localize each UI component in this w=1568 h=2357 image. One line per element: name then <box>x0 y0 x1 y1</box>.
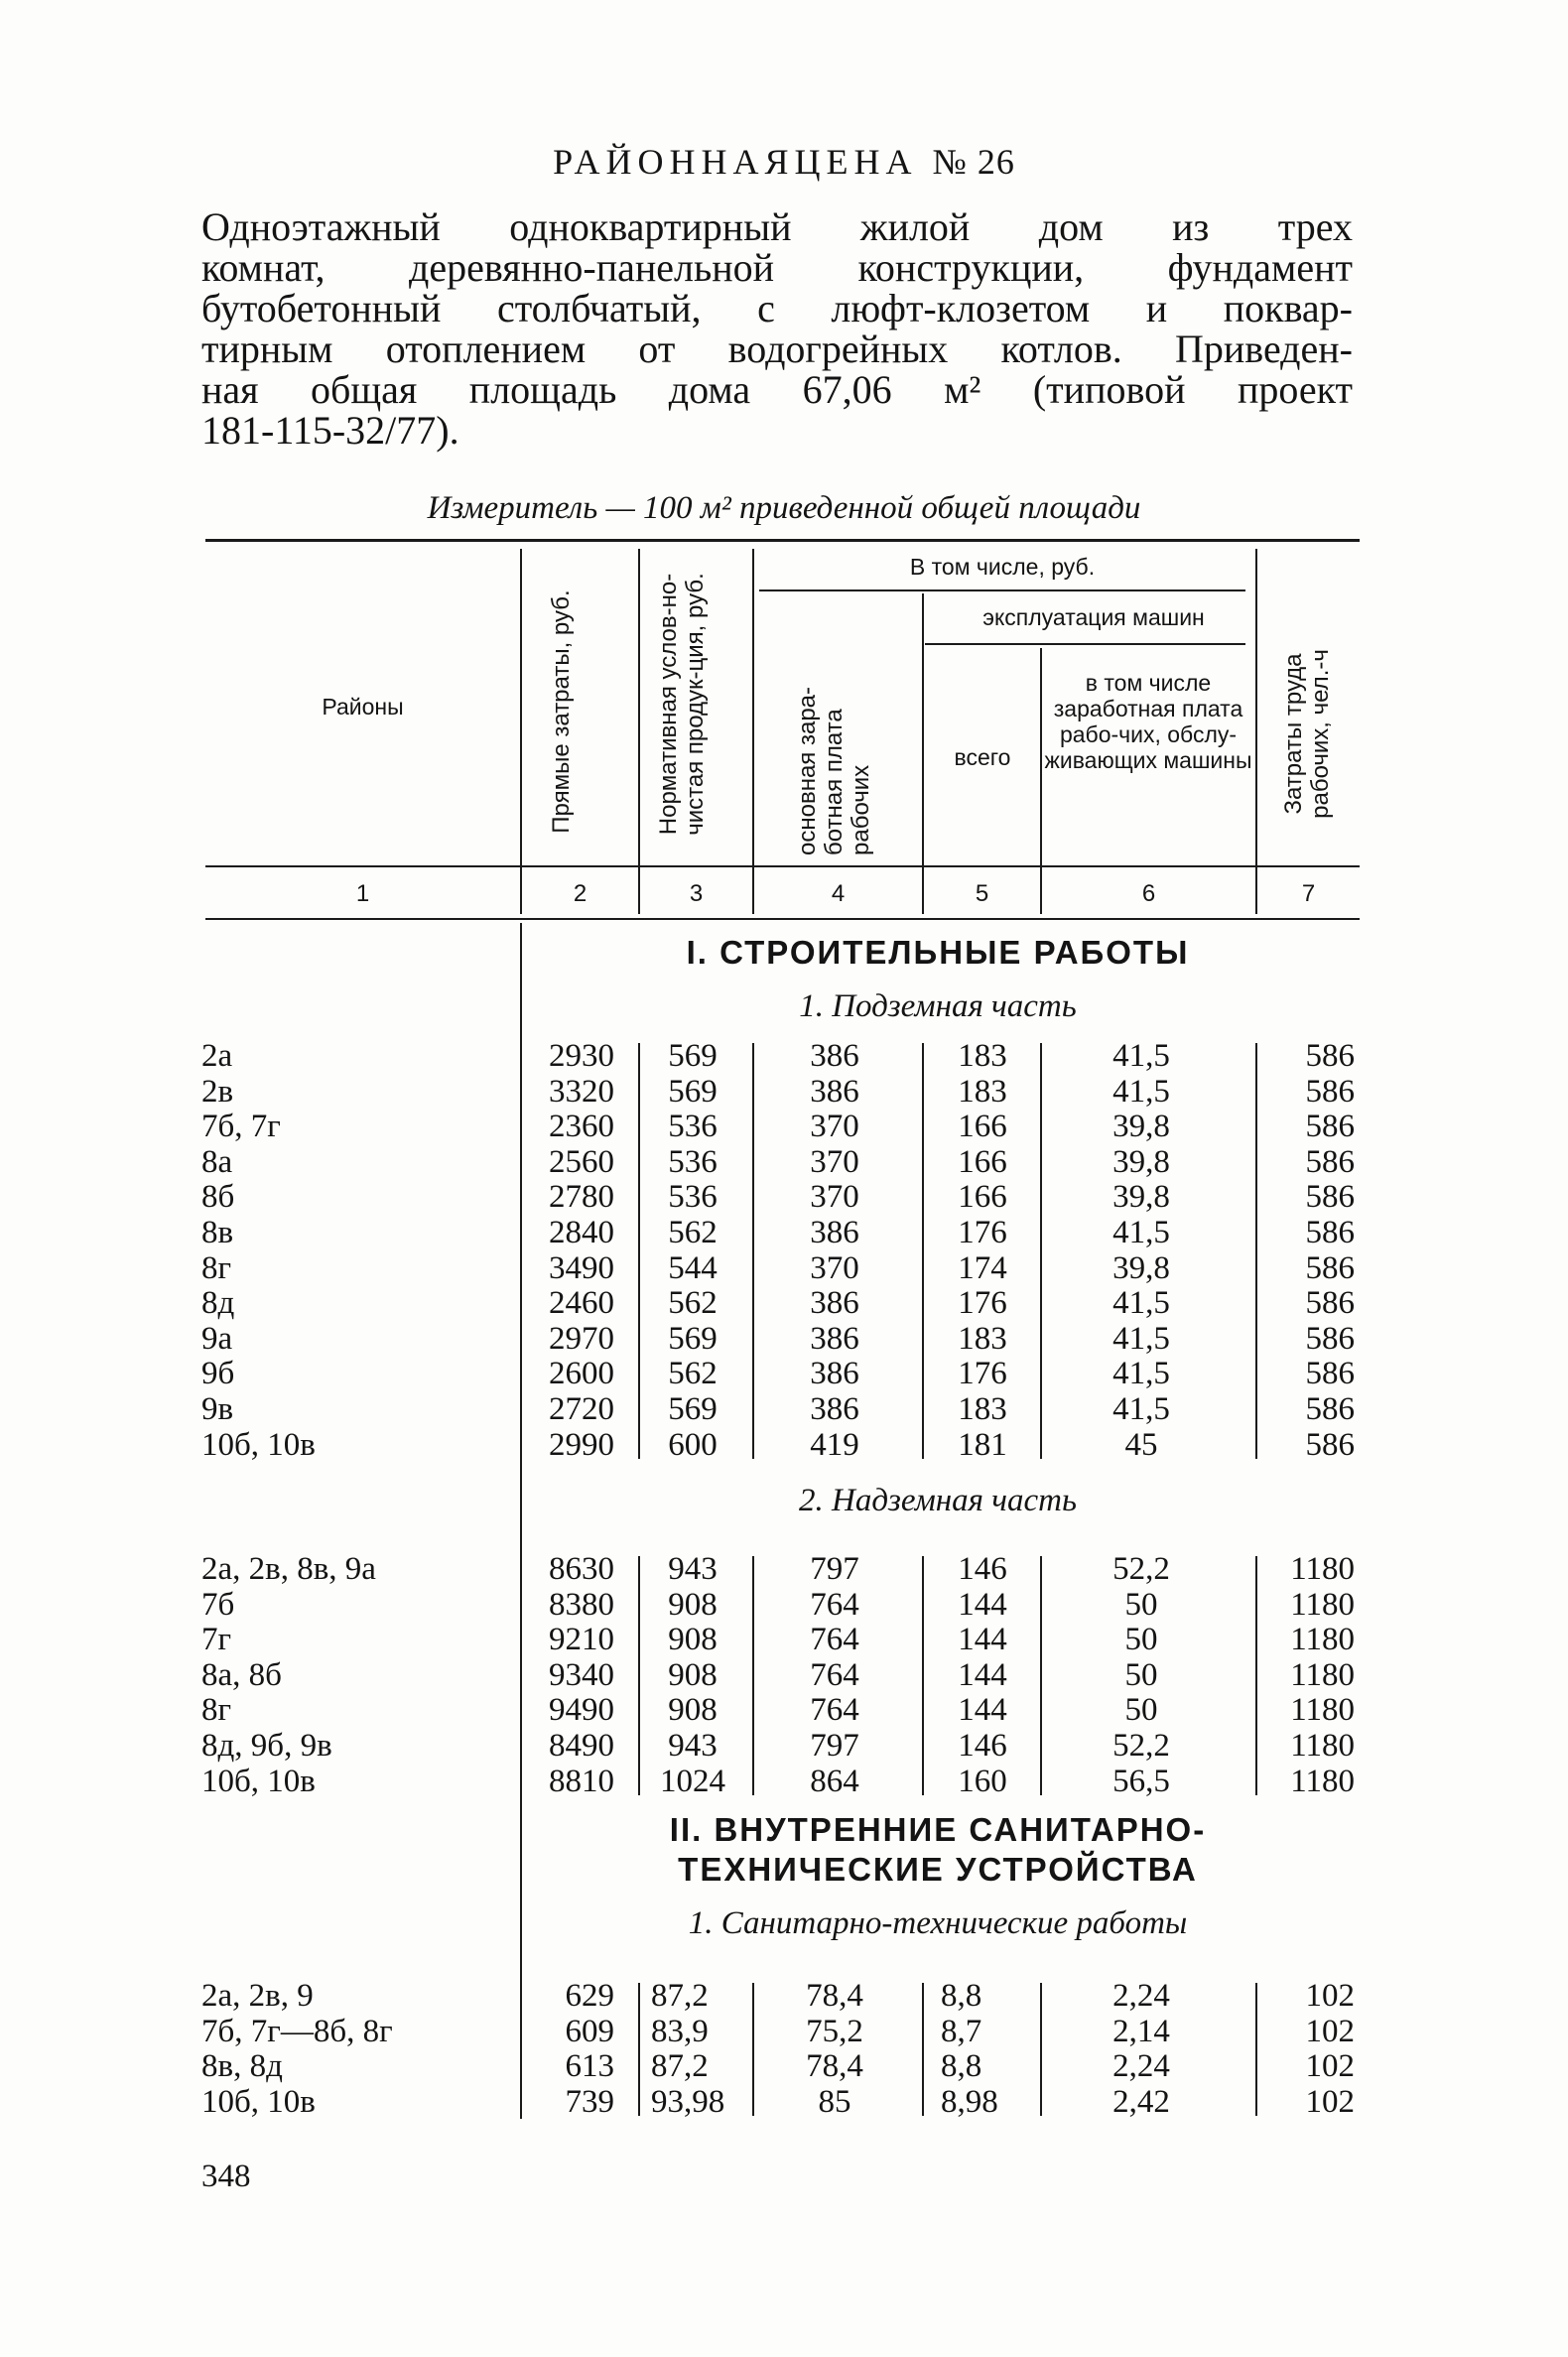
direct-costs-cell: 9210 <box>549 1622 614 1658</box>
machines-total-cell: 166 <box>958 1179 1007 1216</box>
net-production-cell: 536 <box>668 1109 718 1145</box>
base-wages-cell: 386 <box>810 1038 859 1074</box>
net-production-cell: 908 <box>668 1586 718 1623</box>
column-number: 2 <box>573 880 588 907</box>
district-cell: 8г <box>201 1249 232 1286</box>
machines-total-cell: 176 <box>958 1215 1007 1250</box>
district-cell: 7б, 7г <box>201 1109 281 1145</box>
header-net-production: Нормативная услов-но-чистая продук-ция, руб. <box>655 573 709 836</box>
machine-wages-cell: 41,5 <box>1112 1073 1170 1110</box>
machine-wages-cell: 52,2 <box>1112 1728 1170 1764</box>
column-number: 4 <box>831 880 846 907</box>
district-cell: 8д, 9б, 9в <box>201 1728 332 1764</box>
net-production-cell: 87,2 <box>651 2048 709 2085</box>
heading-title: РАЙОННАЯЦЕНА <box>553 142 918 182</box>
base-wages-cell: 78,4 <box>806 1978 863 2014</box>
labor-costs-cell: 1180 <box>1290 1692 1355 1729</box>
header-base-wages: основная зара-ботная плата рабочих <box>794 686 874 855</box>
direct-costs-cell: 2780 <box>549 1179 614 1216</box>
header-direct-costs: Прямые затраты, руб. <box>548 589 575 834</box>
machine-wages-cell: 39,8 <box>1112 1179 1170 1216</box>
column-number: 6 <box>1141 880 1156 907</box>
header-bottom-rule <box>205 865 1360 867</box>
direct-costs-cell: 2720 <box>549 1391 614 1427</box>
base-wages-cell: 386 <box>810 1391 859 1427</box>
section-title-line: ТЕХНИЧЕСКИЕ УСТРОЙСТВА <box>678 1851 1198 1888</box>
column-divider <box>1040 1043 1042 1459</box>
column-divider <box>638 1043 640 1459</box>
net-production-cell: 87,2 <box>651 1978 709 2014</box>
column-divider <box>752 1983 754 2116</box>
net-production-cell: 569 <box>668 1073 718 1110</box>
labor-costs-cell: 102 <box>1305 1978 1355 2014</box>
column-divider <box>1255 1043 1257 1459</box>
direct-costs-cell: 629 <box>565 1978 614 2014</box>
direct-costs-cell: 2930 <box>549 1038 614 1074</box>
machine-wages-cell: 41,5 <box>1112 1320 1170 1357</box>
district-cell: 8г <box>201 1692 232 1729</box>
net-production-cell: 569 <box>668 1391 718 1427</box>
base-wages-cell: 370 <box>810 1179 859 1216</box>
column-number: 5 <box>975 880 989 907</box>
colnum-bottom-rule <box>205 918 1360 920</box>
column-number: 3 <box>689 880 704 907</box>
column-divider <box>922 1556 924 1795</box>
machine-wages-cell: 2,24 <box>1112 2048 1170 2085</box>
intro-line: 181-115-32/77). <box>201 408 459 453</box>
machines-total-cell: 183 <box>958 1391 1007 1427</box>
labor-costs-cell: 586 <box>1305 1038 1355 1074</box>
machine-wages-cell: 50 <box>1124 1692 1158 1729</box>
column-divider <box>638 1983 640 2116</box>
labor-costs-cell: 102 <box>1305 2048 1355 2085</box>
net-production-cell: 562 <box>668 1215 718 1250</box>
machines-total-cell: 160 <box>958 1763 1007 1799</box>
net-production-cell: 1024 <box>660 1763 725 1799</box>
base-wages-cell: 797 <box>810 1551 859 1587</box>
labor-costs-cell: 586 <box>1305 1143 1355 1180</box>
district-cell: 8в, 8д <box>201 2048 283 2085</box>
base-wages-cell: 78,4 <box>806 2048 863 2085</box>
column-divider <box>1040 1556 1042 1795</box>
column-divider <box>1255 1556 1257 1795</box>
labor-costs-cell: 586 <box>1305 1391 1355 1427</box>
header-divider <box>922 593 924 914</box>
intro-line: тирным отоплением от водогрейных котлов. Приведен- <box>201 327 1353 371</box>
direct-costs-cell: 2840 <box>549 1215 614 1250</box>
net-production-cell: 908 <box>668 1656 718 1693</box>
district-cell: 8д <box>201 1285 235 1322</box>
machines-total-cell: 8,98 <box>941 2083 998 2120</box>
machines-total-cell: 166 <box>958 1109 1007 1145</box>
table-top-rule <box>205 539 1360 542</box>
direct-costs-cell: 2460 <box>549 1285 614 1322</box>
labor-costs-cell: 102 <box>1305 2013 1355 2049</box>
machine-wages-cell: 2,14 <box>1112 2013 1170 2049</box>
base-wages-cell: 764 <box>810 1656 859 1693</box>
base-wages-cell: 764 <box>810 1692 859 1729</box>
header-divider <box>520 549 522 914</box>
machine-wages-cell: 39,8 <box>1112 1109 1170 1145</box>
net-production-cell: 536 <box>668 1143 718 1180</box>
labor-costs-cell: 1180 <box>1290 1728 1355 1764</box>
section-title: I. СТРОИТЕЛЬНЫЕ РАБОТЫ <box>686 934 1190 971</box>
header-machine-operation: эксплуатация машин <box>982 604 1205 630</box>
machine-wages-cell: 52,2 <box>1112 1551 1170 1587</box>
intro-line: комнат, деревянно-панельной конструкции, фундамент <box>201 245 1353 290</box>
net-production-cell: 569 <box>668 1038 718 1074</box>
machine-wages-cell: 41,5 <box>1112 1285 1170 1322</box>
column-number: 1 <box>355 880 370 907</box>
base-wages-cell: 386 <box>810 1356 859 1392</box>
machine-wages-cell: 41,5 <box>1112 1356 1170 1392</box>
base-wages-cell: 370 <box>810 1109 859 1145</box>
base-wages-cell: 386 <box>810 1285 859 1322</box>
meter-caption: Измеритель — 100 м² приведенной общей площади <box>427 490 1141 526</box>
district-cell: 8а, 8б <box>201 1656 282 1693</box>
heading-number: № 26 <box>932 142 1015 182</box>
direct-costs-cell: 8630 <box>549 1551 614 1587</box>
labor-costs-cell: 1180 <box>1290 1656 1355 1693</box>
header-group-including: В том числе, руб. <box>909 554 1096 580</box>
base-wages-cell: 764 <box>810 1586 859 1623</box>
price-heading <box>0 141 1568 183</box>
net-production-cell: 908 <box>668 1692 718 1729</box>
subsection-title: 1. Подземная часть <box>799 988 1077 1024</box>
subsection-title: 2. Надземная часть <box>799 1483 1077 1518</box>
net-production-cell: 93,98 <box>651 2083 725 2120</box>
labor-costs-cell: 102 <box>1305 2083 1355 2120</box>
direct-costs-cell: 3490 <box>549 1249 614 1286</box>
direct-costs-cell: 8810 <box>549 1763 614 1799</box>
district-cell: 8а <box>201 1143 233 1180</box>
district-cell: 8в <box>201 1215 234 1250</box>
district-cell: 7б, 7г—8б, 8г <box>201 2013 393 2049</box>
base-wages-cell: 386 <box>810 1073 859 1110</box>
direct-costs-cell: 2560 <box>549 1143 614 1180</box>
base-wages-cell: 764 <box>810 1622 859 1658</box>
net-production-cell: 536 <box>668 1179 718 1216</box>
machine-wages-cell: 50 <box>1124 1656 1158 1693</box>
direct-costs-cell: 8490 <box>549 1728 614 1764</box>
net-production-cell: 943 <box>668 1551 718 1587</box>
base-wages-cell: 75,2 <box>806 2013 863 2049</box>
labor-costs-cell: 1180 <box>1290 1551 1355 1587</box>
labor-costs-cell: 586 <box>1305 1179 1355 1216</box>
direct-costs-cell: 2990 <box>549 1426 614 1463</box>
machine-wages-cell: 39,8 <box>1112 1249 1170 1286</box>
district-cell: 2а, 2в, 9 <box>201 1978 314 2014</box>
machines-total-cell: 183 <box>958 1038 1007 1074</box>
district-cell: 7б <box>201 1586 235 1623</box>
direct-costs-cell: 609 <box>565 2013 614 2049</box>
direct-costs-cell: 613 <box>565 2048 614 2085</box>
machines-total-cell: 183 <box>958 1320 1007 1357</box>
labor-costs-cell: 586 <box>1305 1426 1355 1463</box>
header-machine-wages: в том числе заработная плата рабо-чих, обслу-живающих машины <box>1044 670 1252 773</box>
district-cell: 8б <box>201 1179 235 1216</box>
net-production-cell: 943 <box>668 1728 718 1764</box>
labor-costs-cell: 1180 <box>1290 1586 1355 1623</box>
machines-total-cell: 144 <box>958 1656 1007 1693</box>
header-divider <box>752 549 754 914</box>
machine-wages-cell: 39,8 <box>1112 1143 1170 1180</box>
district-cell: 9б <box>201 1356 235 1392</box>
base-wages-cell: 864 <box>810 1763 859 1799</box>
header-districts: Районы <box>322 694 404 720</box>
machines-total-cell: 8,8 <box>941 1978 982 2014</box>
column-divider <box>752 1043 754 1459</box>
machines-total-cell: 8,7 <box>941 2013 982 2049</box>
machines-total-cell: 144 <box>958 1586 1007 1623</box>
base-wages-cell: 386 <box>810 1320 859 1357</box>
intro-line: ная общая площадь дома 67,06 м² (типовой проект <box>201 367 1353 412</box>
net-production-cell: 569 <box>668 1320 718 1357</box>
section-title <box>516 1810 1360 1890</box>
net-production-cell: 908 <box>668 1622 718 1658</box>
column-divider <box>922 1983 924 2116</box>
machines-total-cell: 144 <box>958 1622 1007 1658</box>
machine-wages-cell: 41,5 <box>1112 1391 1170 1427</box>
intro-paragraph <box>201 206 1353 451</box>
header-labor-costs: Затраты труда рабочих, чел.-ч <box>1280 649 1334 819</box>
column-divider <box>752 1556 754 1795</box>
labor-costs-cell: 586 <box>1305 1215 1355 1250</box>
machines-rule <box>925 643 1245 645</box>
labor-costs-cell: 586 <box>1305 1109 1355 1145</box>
machines-total-cell: 144 <box>958 1692 1007 1729</box>
machine-wages-cell: 41,5 <box>1112 1215 1170 1250</box>
machines-total-cell: 176 <box>958 1356 1007 1392</box>
page-number: 348 <box>201 2159 251 2194</box>
machines-total-cell: 176 <box>958 1285 1007 1322</box>
machines-total-cell: 146 <box>958 1728 1007 1764</box>
base-wages-cell: 370 <box>810 1249 859 1286</box>
net-production-cell: 83,9 <box>651 2013 709 2049</box>
base-wages-cell: 797 <box>810 1728 859 1764</box>
column-divider <box>638 1556 640 1795</box>
machine-wages-cell: 50 <box>1124 1586 1158 1623</box>
machines-total-cell: 174 <box>958 1249 1007 1286</box>
base-wages-cell: 85 <box>818 2083 851 2120</box>
district-cell: 10б, 10в <box>201 1763 316 1799</box>
base-wages-cell: 370 <box>810 1143 859 1180</box>
direct-costs-cell: 2600 <box>549 1356 614 1392</box>
net-production-cell: 600 <box>668 1426 718 1463</box>
machines-total-cell: 146 <box>958 1551 1007 1587</box>
direct-costs-cell: 739 <box>565 2083 614 2120</box>
machines-total-cell: 166 <box>958 1143 1007 1180</box>
machines-total-cell: 181 <box>958 1426 1007 1463</box>
machine-wages-cell: 41,5 <box>1112 1038 1170 1074</box>
district-cell: 2а <box>201 1038 233 1074</box>
direct-costs-cell: 9340 <box>549 1656 614 1693</box>
machine-wages-cell: 2,42 <box>1112 2083 1170 2120</box>
district-cell: 9в <box>201 1391 234 1427</box>
machines-total-cell: 8,8 <box>941 2048 982 2085</box>
labor-costs-cell: 586 <box>1305 1073 1355 1110</box>
district-cell: 2а, 2в, 8в, 9а <box>201 1551 376 1587</box>
machine-wages-cell: 56,5 <box>1112 1763 1170 1799</box>
direct-costs-cell: 3320 <box>549 1073 614 1110</box>
district-cell: 7г <box>201 1622 232 1658</box>
district-cell: 10б, 10в <box>201 1426 316 1463</box>
direct-costs-cell: 9490 <box>549 1692 614 1729</box>
direct-costs-cell: 8380 <box>549 1586 614 1623</box>
district-cell: 2в <box>201 1073 234 1110</box>
net-production-cell: 562 <box>668 1356 718 1392</box>
labor-costs-cell: 1180 <box>1290 1763 1355 1799</box>
subsection-title: 1. Санитарно-технические работы <box>688 1905 1188 1941</box>
header-divider <box>638 549 640 914</box>
net-production-cell: 562 <box>668 1285 718 1322</box>
machine-wages-cell: 2,24 <box>1112 1978 1170 2014</box>
machine-wages-cell: 50 <box>1124 1622 1158 1658</box>
header-machines-total: всего <box>954 744 1011 770</box>
labor-costs-cell: 586 <box>1305 1320 1355 1357</box>
direct-costs-cell: 2970 <box>549 1320 614 1357</box>
group-rule <box>759 589 1245 591</box>
machine-wages-cell: 45 <box>1124 1426 1158 1463</box>
district-cell: 10б, 10в <box>201 2083 316 2120</box>
labor-costs-cell: 586 <box>1305 1285 1355 1322</box>
labor-costs-cell: 586 <box>1305 1356 1355 1392</box>
header-divider <box>1040 648 1042 914</box>
column-divider <box>1040 1983 1042 2116</box>
direct-costs-cell: 2360 <box>549 1109 614 1145</box>
machines-total-cell: 183 <box>958 1073 1007 1110</box>
labor-costs-cell: 1180 <box>1290 1622 1355 1658</box>
base-wages-cell: 386 <box>810 1215 859 1250</box>
net-production-cell: 544 <box>668 1249 718 1286</box>
column-divider <box>922 1043 924 1459</box>
intro-line: бутобетонный столбчатый, с люфт-клозетом и поквар- <box>201 286 1353 330</box>
labor-costs-cell: 586 <box>1305 1249 1355 1286</box>
column-number: 7 <box>1301 880 1316 907</box>
district-cell: 9а <box>201 1320 233 1357</box>
section-title-line: II. ВНУТРЕННИЕ САНИТАРНО- <box>669 1811 1207 1848</box>
intro-line: Одноэтажный одноквартирный жилой дом из трех <box>201 204 1353 249</box>
column-divider <box>1255 1983 1257 2116</box>
base-wages-cell: 419 <box>810 1426 859 1463</box>
